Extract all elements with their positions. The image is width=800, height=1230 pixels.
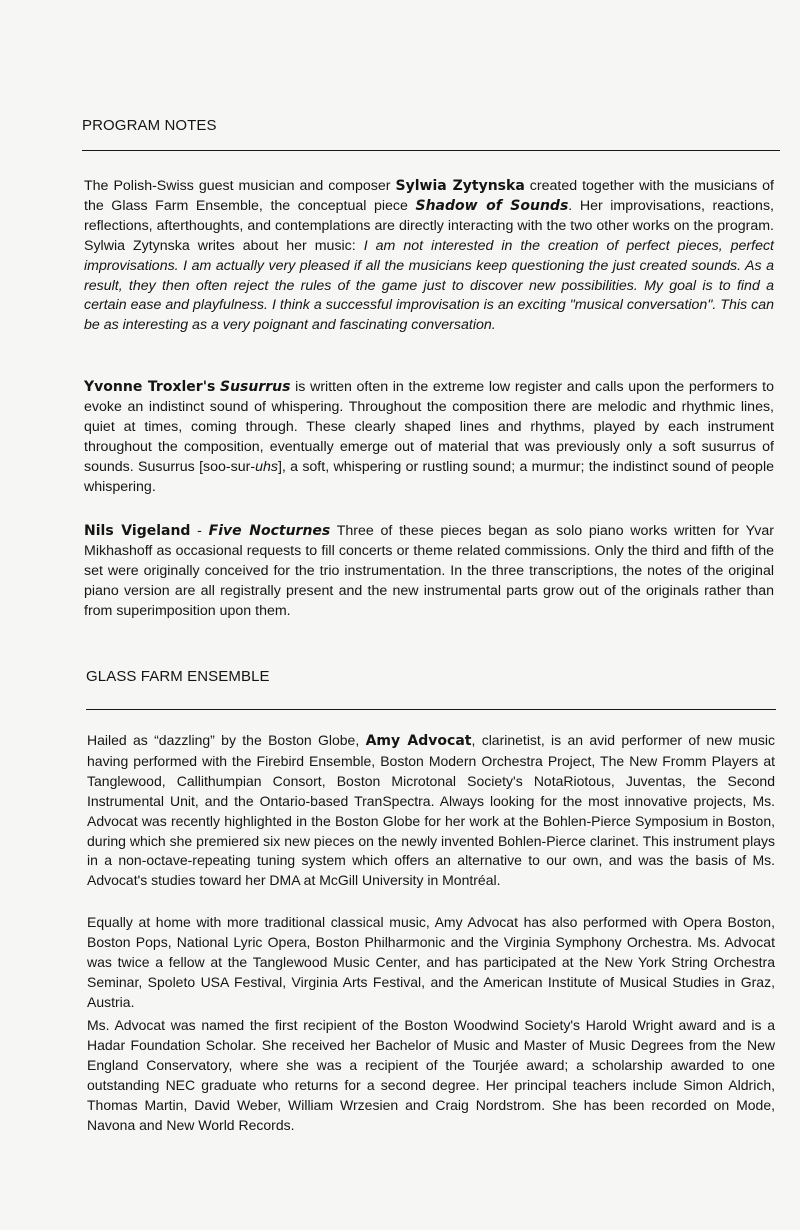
text: , clarinetist, is an avid performer of new music having performed with the Firebird Ensemble, Boston Modern Orchestra Project, The New Fromm Players at Tanglewood, Callithumpian Consort, Boston Microtonal Society's NotaRiotous, Juventas, the Second Instrumental Unit, and the Ontario-based TranSpectra. Always looking for the most innovative projects, Ms. Advocat was recently highlighted in the Boston Globe for her work at the Bohlen-Pierce Symposium in Boston, during which she premiered six new pieces on the newly invented Bohlen-Pierce clarinet. This instrument plays in a non-octave-repeating tuning system which offers an alternative to our own, and was the basis of Ms. Advocat's studies toward her DMA at McGill University in Montréal.	[87, 732, 775, 889]
composer-name: Nils Vigeland	[84, 523, 191, 539]
piece-title: Susurrus	[220, 379, 291, 395]
text: created together with the musicians of the Glass Farm Ensemble, the conceptual piece	[84, 178, 774, 214]
piece-title: Five Nocturnes	[208, 523, 331, 539]
advocat-paragraph-3: Ms. Advocat was named the first recipient of the Boston Woodwind Society's Harold Wright award and is a Hadar Foundation Scholar. She received her Bachelor of Music and Master of Music Degrees from the New England Conservatory, where she was a recipient of the Tourjée award; a scholarship awarded to one outstanding NEC graduate who returns for a second degree. Her principal teachers include Simon Aldrich, Thomas Martin, David Weber, William Wrzesien and Craig Nordstrom. She has been recorded on Mode, Navona and New World Records.	[87, 1017, 775, 1133]
advocat-paragraph-2: Equally at home with more traditional classical music, Amy Advocat has also performed with Opera Boston, Boston Pops, National Lyric Opera, Boston Philharmonic and the Virginia Symphony Orchestra. Ms. Advocat was twice a fellow at the Tanglewood Music Center, and has participated at the New York String Orchestra Seminar, Spoleto USA Festival, Virginia Arts Festival, and the American Institute of Musical Studies in Graz, Austria.	[87, 914, 775, 1010]
text: . Her improvisations, reactions, reflections, afterthoughts, and contemplations are directly interacting with the two other works on the program. Sylwia Zytynska writes about her music:	[84, 197, 774, 254]
composer-name: Yvonne Troxler's	[84, 379, 216, 395]
pronunciation-italic: uhs	[255, 458, 278, 475]
troxler-paragraph	[84, 378, 774, 497]
text: ], a soft, whispering or rustling sound; a murmur; the indistinct sound of people whispering.	[84, 458, 774, 495]
text: is written often in the extreme low register and calls upon the performers to evoke an indistinct sound of whispering. Throughout the composition there are melodic and rhythmic lines, quiet at times, coming through. These clearly shaped lines and rhythms, played by each instrument throughout the composition, eventually emerge out of material that was previously only a soft susurrus of sounds. Susurrus [soo-sur-	[84, 379, 774, 475]
program-notes-heading: PROGRAM NOTES	[82, 117, 217, 134]
vigeland-paragraph	[84, 522, 774, 622]
ensemble-rule	[86, 709, 776, 710]
advocat-paragraph-1	[87, 731, 775, 891]
piece-title: Shadow of Sounds	[415, 197, 569, 214]
performer-name: Amy Advocat	[365, 733, 472, 749]
dash: -	[190, 523, 209, 539]
zytynska-paragraph	[84, 177, 774, 336]
ensemble-heading: GLASS FARM ENSEMBLE	[86, 668, 270, 685]
text: Three of these pieces began as solo piano works written for Yvar Mikhashoff as occasional requests to fill concerts or theme related commissions. Only the third and fifth of the set were originally conceived for the trio instrumentation. In the three transcriptions, the notes of the original piano version are all registrally present and the new instrumental parts grow out of the originals rather than from superimposition upon them.	[84, 523, 774, 619]
text: The Polish-Swiss guest musician and composer	[84, 178, 396, 194]
composer-name: Sylwia Zytynska	[395, 178, 525, 194]
program-notes-rule	[82, 150, 780, 151]
text: Hailed as “dazzling” by the Boston Globe,	[87, 732, 366, 748]
composer-quote: I am not interested in the creation of perfect pieces, perfect improvisations. I am actually very pleased if all the musicians keep questioning the just created sounds. As a result, they then often reject the rules of the game just to discover new possibilities. My goal is to find a certain ease and playfulness. I think a successful improvisation is an exciting "musical conversation". This can be as interesting as a very poignant and fascinating conversation.	[84, 237, 774, 334]
